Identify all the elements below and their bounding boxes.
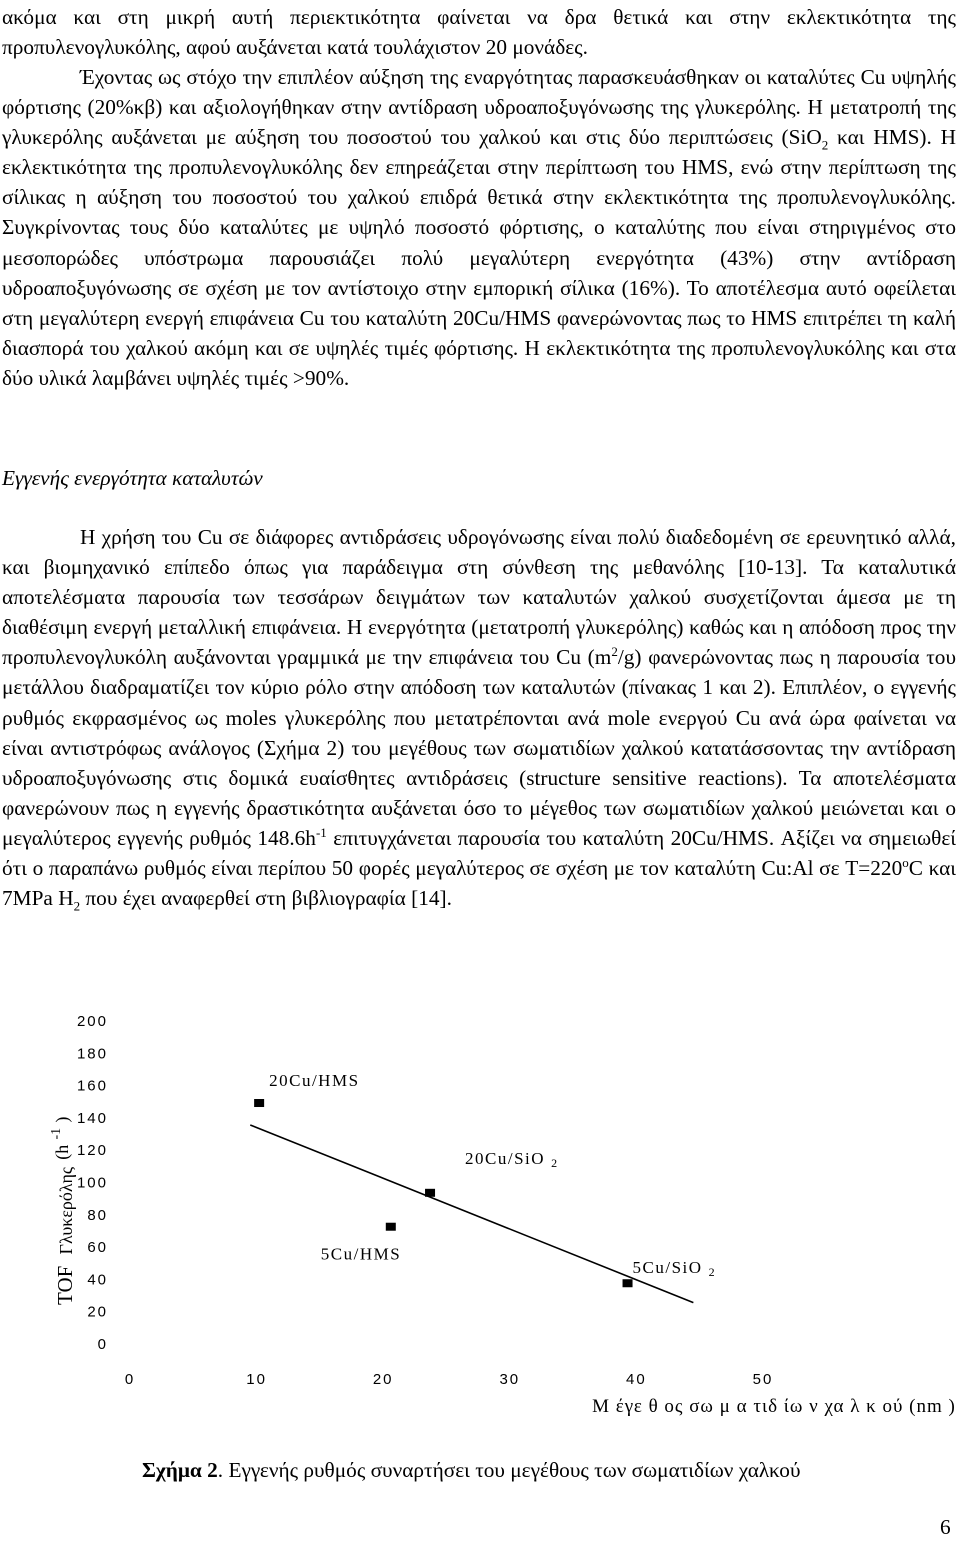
x-tick-label: 10 [246,1371,267,1388]
y-label-sub: Γλυκερόλης [56,1167,76,1255]
y-tick-label: 40 [87,1271,108,1289]
paragraph-intrinsic-activity [2,522,956,913]
data-point-marker [623,1279,633,1287]
subscript: 2 [821,137,829,153]
y-label-main-text: TOF [53,1265,77,1305]
text-run: που έχει αναφερθεί στη βιβλιογραφία [14]. [80,886,452,911]
data-point-label: 5Cu/SiO 2 [632,1258,717,1280]
data-point-marker [254,1099,264,1107]
figure-caption-text: . Εγγενής ρυθμός συναρτήσει του μεγέθους των σωματιδίων χαλκού [217,1458,801,1482]
text-run: C και 7MPa H [2,856,956,911]
superscript: 2 [611,644,618,660]
y-tick-label: 120 [76,1142,108,1160]
x-tick-label: 30 [499,1371,521,1388]
text-run: Έχοντας ως στόχο την επιπλέον αύξηση της εναργότητας παρασκευάσθηκαν οι καταλύτες Cu υψηλής φόρτισης (20%κβ) και αξιολογήθηκαν στην αντίδραση υδροαποξυγόνωσης της γλυκερόλης. Η μετατροπή της γλυκερόλης αυξάνεται με αύξηση του ποσοστού του χαλκού και στις δύο περιπτώσεις (SiO [2,65,956,150]
data-point-marker [386,1223,396,1231]
y-axis-label-group [41,1117,77,1305]
paragraph-high-loading [2,62,956,393]
x-tick-label: 20 [372,1371,394,1388]
y-tick-label: 140 [76,1109,108,1127]
y-tick-label: 100 [76,1174,108,1192]
text-run: επιτυγχάνεται παρουσία του καταλύτη 20Cu/HMS. Αξίζει να σημειωθεί ότι ο παραπάνω ρυθμός είναι περίπου 50 φορές μεγαλύτερος σε σχέση με τον καταλύτη Cu:Al σε T=220 [2,825,956,881]
superscript: o [902,854,909,870]
figure-caption [142,1458,801,1483]
data-point-label: 20Cu/SiO 2 [465,1148,559,1170]
y-label-unit-open: (h [52,1144,72,1160]
text-run: /g) φανερώνοντας πως η παρουσία του μετάλλου διαδραματίζει τον κύριο ρόλο στην απόδοση των καταλυτών (πίνακας 1 και 2). Επιπλέον, ο εγγενής ρυθμός εκφρασμένος ως moles γλυκερόλης που μετατρέπονται ανά mole ενεργού Cu ανά ώρα φαίνεται να είναι αντιστρόφως ανάλογος (Σχήμα 2) του μεγέθους των σωματιδίων χαλκού κατατάσσοντας την αντίδραση υδροαποξυγόνωσης στις δομικά ευαίσθητες αντιδράσεις (structure sensitive reactions). Τα αποτελέσματα φανερώνουν πως η εγγενής δραστικότητα αυξάνεται όσο το μέγεθος των σωματιδίων χαλκού μειώνεται και ο μεγαλύτερος εγγενής ρυθμός 148.6h [2,645,956,850]
x-axis-label: Μ έγε θ ος σω μ α τιδ ίω ν χα λ κ ού (nm ) [592,1396,956,1417]
y-tick-label: 20 [87,1303,108,1321]
data-points [254,1071,716,1287]
x-tick-label: 50 [752,1371,774,1388]
section-heading: Εγγενής ενεργότητα καταλυτών [2,466,263,490]
paragraph-continuation [2,2,956,62]
y-label-unit-sup: -1 [49,1127,64,1140]
data-point-marker [425,1189,435,1197]
y-label-unit-close: ) [52,1116,72,1123]
y-tick-label: 160 [76,1077,108,1095]
y-tick-label: 180 [76,1045,108,1063]
text-run: Η χρήση του Cu σε διάφορες αντιδράσεις υδρογόνωσης είναι πολύ διαδεδομένη σε ερευνητικό αλλά, και βιομηχανικό επίπεδο όπως για παράδειγμα στη σύνθεση της μεθανόλης [10-13]. Τα καταλυτικά αποτελέσματα παρουσία των τεσσάρων δειγμάτων των καταλυτών χαλκού συσχετίζονται άμεσα με τη διαθέσιμη ενεργή μεταλλική επιφάνεια. Η ενεργότητα (μετατροπή γλυκερόλης) καθώς και η απόδοση προς την προπυλενογλυκόλη αυξάνονται γραμμικά με την επιφάνεια του Cu (m [2,525,956,670]
x-tick-label: 40 [626,1371,647,1388]
x-tick-label: 0 [124,1371,136,1388]
x-axis-ticks [125,1371,774,1388]
text-run: και HMS). Η εκλεκτικότητα της προπυλενογλυκόλης δεν επηρεάζεται στην περίπτωση του HMS, ενώ στην περίπτωση της σίλικας η αύξηση του ποσοστού του χαλκού επιδρά θετικά στην εκλεκτικότητα της προπυλενογλυκόλης. Συγκρίνοντας τους δύο καταλύτες με υψηλό ποσοστό φόρτισης, ο καταλύτης που είναι στηριγμένος στο μεσοπορώδες υπόστρωμα παρουσιάζει πολύ μεγαλύτερη ενεργότητα (43%) στην αντίδραση υδροαποξυγόνωσης σε σχέση με τον αντίστοιχο στην εμπορική σίλικα (16%). Το αποτέλεσμα αυτό οφείλεται στη μεγαλύτερη ενεργή επιφάνεια Cu του καταλύτη 20Cu/HMS φανερώνοντας πως το HMS επιτρέπει τη καλή διασπορά του χαλκού ακόμη και σε υψηλές τιμές φόρτισης. Η εκλεκτικότητα της προπυλενογλυκόλης και στα δύο υλικά λαμβάνει υψηλές τιμές >90%. [2,125,956,390]
data-point-label: 5Cu/HMS [320,1244,402,1264]
tof-chart [0,990,960,1460]
figure-label: Σχήμα 2 [142,1458,218,1482]
y-tick-label: 200 [76,1013,108,1030]
data-point-label: 20Cu/HMS [269,1071,360,1091]
y-tick-label: 0 [97,1336,108,1353]
page-number: 6 [940,1515,951,1539]
paragraph-text: ακόμα και στη μικρή αυτή περιεκτικότητα φαίνεται να δρα θετικά και στην εκλεκτικότητα της προπυλενογλυκόλης, αφού αυξάνεται κατά τουλάχιστον 20 μονάδες. [2,5,956,60]
y-axis-ticks [77,1013,108,1353]
y-label-full [41,1117,77,1305]
y-tick-label: 60 [87,1239,108,1257]
superscript: -1 [315,824,327,840]
y-tick-label: 80 [87,1206,108,1224]
subscript: 2 [73,898,81,914]
